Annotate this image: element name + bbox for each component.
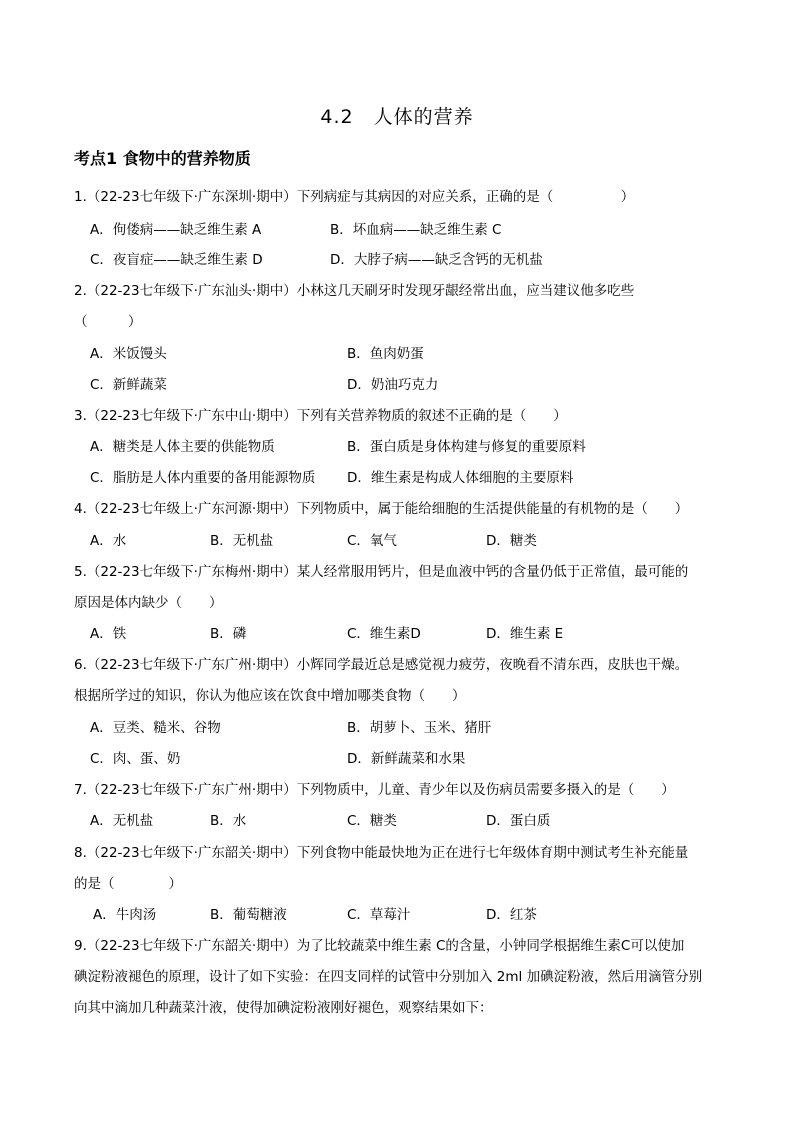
q8-option-b: B．葡萄糖液 bbox=[210, 907, 287, 923]
q7-option-a: A．无机盐 bbox=[90, 813, 154, 829]
question-2-stem: 2.（22-23七年级下·广东汕头·期中）小林这几天刷牙时发现牙龈经常出血，应当建议他多吃些 bbox=[74, 283, 635, 299]
q5-option-d: D．维生素 E bbox=[486, 626, 564, 642]
question-8-stem-cont: 的是（ ） bbox=[74, 876, 182, 892]
question-3-stem: 3.（22-23七年级下·广东中山·期中）下列有关营养物质的叙述不正确的是（ ） bbox=[74, 408, 567, 424]
q7-option-d: D．蛋白质 bbox=[486, 813, 551, 829]
q2-option-a: A．米饭馒头 bbox=[90, 346, 167, 362]
question-4-stem: 4.（22-23七年级上·广东河源·期中）下列物质中，属于能给细胞的生活提供能量的有机物的是（ ） bbox=[74, 501, 689, 517]
q6-option-d: D．新鲜蔬菜和水果 bbox=[347, 751, 466, 767]
question-8-stem: 8.（22-23七年级下·广东韶关·期中）下列食物中能最快地为正在进行七年级体育期中测试考生补充能量 bbox=[74, 845, 689, 861]
q7-option-c: C．糖类 bbox=[347, 813, 397, 829]
q3-option-d: D．维生素是构成人体细胞的主要原料 bbox=[347, 470, 574, 486]
question-5-stem-cont: 原因是体内缺少（ ） bbox=[74, 595, 223, 611]
question-9-stem-cont-2: 向其中滴加几种蔬菜汁液，使得加碘淀粉液刚好褪色，观察结果如下： bbox=[74, 1000, 493, 1016]
q3-option-a: A．糖类是人体主要的供能物质 bbox=[90, 439, 275, 455]
q7-option-b: B．水 bbox=[210, 813, 247, 829]
q1-option-b: B．坏血病——缺乏维生素 C bbox=[330, 222, 502, 238]
q3-option-c: C．脂肪是人体内重要的备用能源物质 bbox=[90, 470, 316, 486]
q8-option-a: A．牛肉汤 bbox=[93, 907, 157, 923]
q4-option-a: A．水 bbox=[90, 533, 127, 549]
q6-option-c: C．肉、蛋、奶 bbox=[90, 751, 181, 767]
question-1-stem: 1.（22-23七年级下·广东深圳·期中）下列病症与其病因的对应关系，正确的是（ ） bbox=[74, 189, 635, 205]
q4-option-d: D．糖类 bbox=[486, 533, 537, 549]
q5-option-c: C．维生素D bbox=[347, 626, 421, 642]
q4-option-b: B．无机盐 bbox=[210, 533, 274, 549]
question-2-stem-cont: （ ） bbox=[74, 314, 142, 330]
q5-option-b: B．磷 bbox=[210, 626, 247, 642]
page-title: 4.2 人体的营养 bbox=[320, 106, 474, 128]
q4-option-c: C．氧气 bbox=[347, 533, 397, 549]
question-9-stem: 9.（22-23七年级下·广东韶关·期中）为了比较蔬菜中维生素 C的含量，小钟同学根据维生素C可以使加 bbox=[74, 938, 685, 954]
q1-option-d: D．大脖子病——缺乏含钙的无机盐 bbox=[330, 252, 543, 268]
question-6-stem-cont: 根据所学过的知识，你认为他应该在饮食中增加哪类食物（ ） bbox=[74, 688, 466, 704]
q1-option-c: C．夜盲症——缺乏维生素 D bbox=[90, 252, 263, 268]
q2-option-c: C．新鲜蔬菜 bbox=[90, 377, 167, 393]
question-7-stem: 7.（22-23七年级下·广东广州·期中）下列物质中，儿童、青少年以及伤病员需要多摄入的是（ ） bbox=[74, 782, 675, 798]
q2-option-b: B．鱼肉奶蛋 bbox=[347, 346, 424, 362]
q6-option-b: B．胡萝卜、玉米、猪肝 bbox=[347, 720, 492, 736]
q2-option-d: D．奶油巧克力 bbox=[347, 377, 439, 393]
q8-option-d: D．红茶 bbox=[486, 907, 537, 923]
q6-option-a: A．豆类、糙米、谷物 bbox=[90, 720, 221, 736]
section-heading: 考点1 食物中的营养物质 bbox=[74, 149, 251, 168]
q8-option-c: C．草莓汁 bbox=[347, 907, 411, 923]
q5-option-a: A．铁 bbox=[90, 626, 127, 642]
question-6-stem: 6.（22-23七年级下·广东广州·期中）小辉同学最近总是感觉视力疲劳，夜晚看不清东西，皮肤也干燥。 bbox=[74, 657, 689, 673]
q3-option-b: B．蛋白质是身体构建与修复的重要原料 bbox=[347, 439, 586, 455]
question-9-stem-cont-1: 碘淀粉液褪色的原理，设计了如下实验：在四支同样的试管中分别加入 2ml 加碘淀粉液，然后用滴管分别 bbox=[74, 969, 703, 985]
q1-option-a: A．佝偻病——缺乏维生素 A bbox=[90, 222, 262, 238]
question-5-stem: 5.（22-23七年级下·广东梅州·期中）某人经常服用钙片，但是血液中钙的含量仍低于正常值，最可能的 bbox=[74, 564, 689, 580]
